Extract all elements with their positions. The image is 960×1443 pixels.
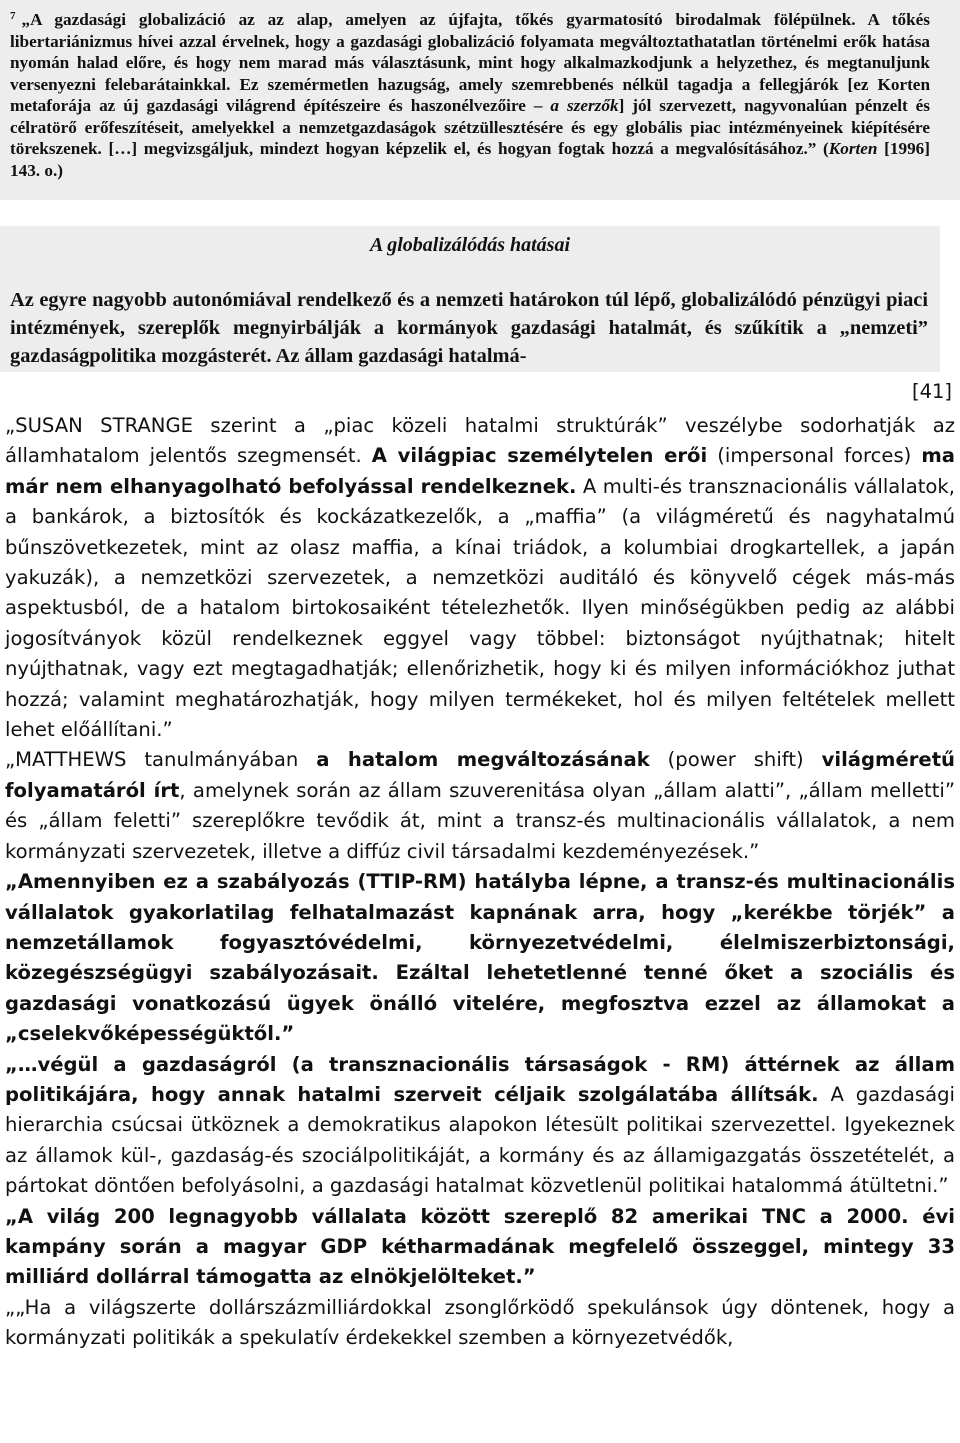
body-text [5, 411, 955, 1354]
footnote-text: $^7$ „A gazdasági globalizáció az az alap, amelyen az újfajta, tőkés gyarmatosító birodalmak fölépülnek. A tőkés libertariánizmus hívei azzal érvelnek, hogy a gazdasági globalizáció folyamata megváltoztathatatlan történelmi erők hatása nyomán halad előre, és hogy nem marad más választásunk, mint hogy alkalmazkodjunk a helyzethez, és megtanuljunk versenyezni felebarátainkkal. Ez szemérmetlen hazugság, amely szemrebbenés nélkül tagadja a fellegjárók [ez Korten metaforája az új gazdasági világrend építészeire és haszonélvezőire – a szerzők] jól szervezett, nagyvonalúan pénzelt és célratörő erőfeszítéseit, amelyekkel a nemzetgazdaságok szétzüllesztésére és egy globális piac intézményeinek kiépítésére törekszenek. […] megvizsgáljuk, mindezt hogyan képzelik el, és hogyan fogtak hozzá a megvalósításához.” (Korten [1996] 143. o.) [10, 10, 930, 180]
page-reference: [41] [911, 380, 952, 403]
footnote-number: 7 [10, 10, 16, 22]
scanned-footnote-image [0, 0, 960, 200]
paragraph-campaign: „A világ 200 legnagyobb vállalata között szereplő 82 amerikai TNC a 2000. évi kampány során a magyar GDP kétharmadának megfelelő összeggel, mintegy 33 milliárd dollárral támogatta az elnökjelölteket.” [5, 1204, 955, 1289]
paragraph-ttip: „Amennyiben ez a szabályozás (TTIP-RM) hatályba lépne, a transz-és multinacionális vállalatok gyakorlatilag felhatalmazást kapnának arra, hogy „kerékbe törjék” a nemzetállamok fogyasztóvédelmi, környezetvédelmi, élelmiszerbiztonsági, közegészségügyi szabályozásait. Ezáltal lehetetlenné tenné őket a szociális és gazdasági vonatkozású ügyek önálló vitelére, megfosztva ezzel az államokat a „cselekvőképességüktől.” [5, 870, 955, 1046]
excerpt-body: Az egyre nagyobb autonómiával rendelkező és a nemzeti határokon túl lépő, globalizálódó pénzügyi piaci intézmények, szereplők megnyirbálják a kormányok gazdasági hatalmát, és szűkítik a „nemzeti” gazdaságpolitika mozgásterét. Az állam gazdasági hatalmá- [10, 289, 928, 367]
paragraph-strange: „SUSAN STRANGE szerint a „piac közeli hatalmi struktúrák” veszélybe sodorhatják az államhatalom jelentős szegmensét. A világpiac személytelen erői (impersonal forces) ma már nem elhanyagolható befolyással rendelkeznek. A multi-és transznacionális vállalatok, a bankárok, a biztosítók és kockázatkezelők, a „maffia” (a világméretű és nagyhatalmú bűnszövetkezetek, mint az olasz maffia, a kínai triádok, a kolumbiai drogkartellek, a japán yakuzák), a nemzetközi szervezetek, a nemzetközi auditáló és könyvelő cégek más-más aspektusból, de a hatalom birtokosaiként tételezhetők. Ilyen minőségükben pedig az alábbi jogosítványok közül rendelkeznek eggyel vagy többel: biztonságot nyújthatnak; hitelt nyújthatnak, vagy ezt megtagadhatják; ellenőrizhetik, hogy ki és milyen információkhoz juthat hozzá; valamint meghatározhatják, hogy milyen termékeket, hol és milyen feltételek mellett lehet előállítani.” [5, 414, 955, 742]
excerpt-title: A globalizálódás hatásai [369, 234, 571, 256]
paragraph-matthews: „MATTHEWS tanulmányában a hatalom megváltozásának (power shift) világméretű folyamatáról írt, amelynek során az állam szuverenitása olyan „állam alatti”, „állam melletti” és „állam feletti” szereplőkre tevődik át, mint a transz-és multinacionális vállalatok, a nem kormányzati szervezetek, illetve a diffúz civil társadalmi kezdeményezések.” [5, 748, 956, 863]
scanned-excerpt-image [0, 226, 940, 372]
paragraph-speculators: „„Ha a világszerte dollárszázmilliárdokkal zsonglőrködő spekulánsok úgy döntenek, hogy a kormányzati politikák a spekulatív érdekekkel szemben a környezetvédők, [5, 1295, 955, 1350]
paragraph-tnc-politics: „…végül a gazdaságról (a transznacionális társaságok - RM) áttérnek az állam politikájára, hogy annak hatalmi szerveit céljaik szolgálatába állítsák. A gazdasági hierarchia csúcsai ütköznek a demokratikus alapokon létesült politikai szervezettel. Igyekeznek az államok kül-, gazdaság-és szociálpolitikáját, a kormány és az államigazgatás összetételét, a pártokat döntően befolyásolni, a gazdasági hatalmat közvetlenül politikai hatalommá átültetni.” [5, 1052, 955, 1198]
